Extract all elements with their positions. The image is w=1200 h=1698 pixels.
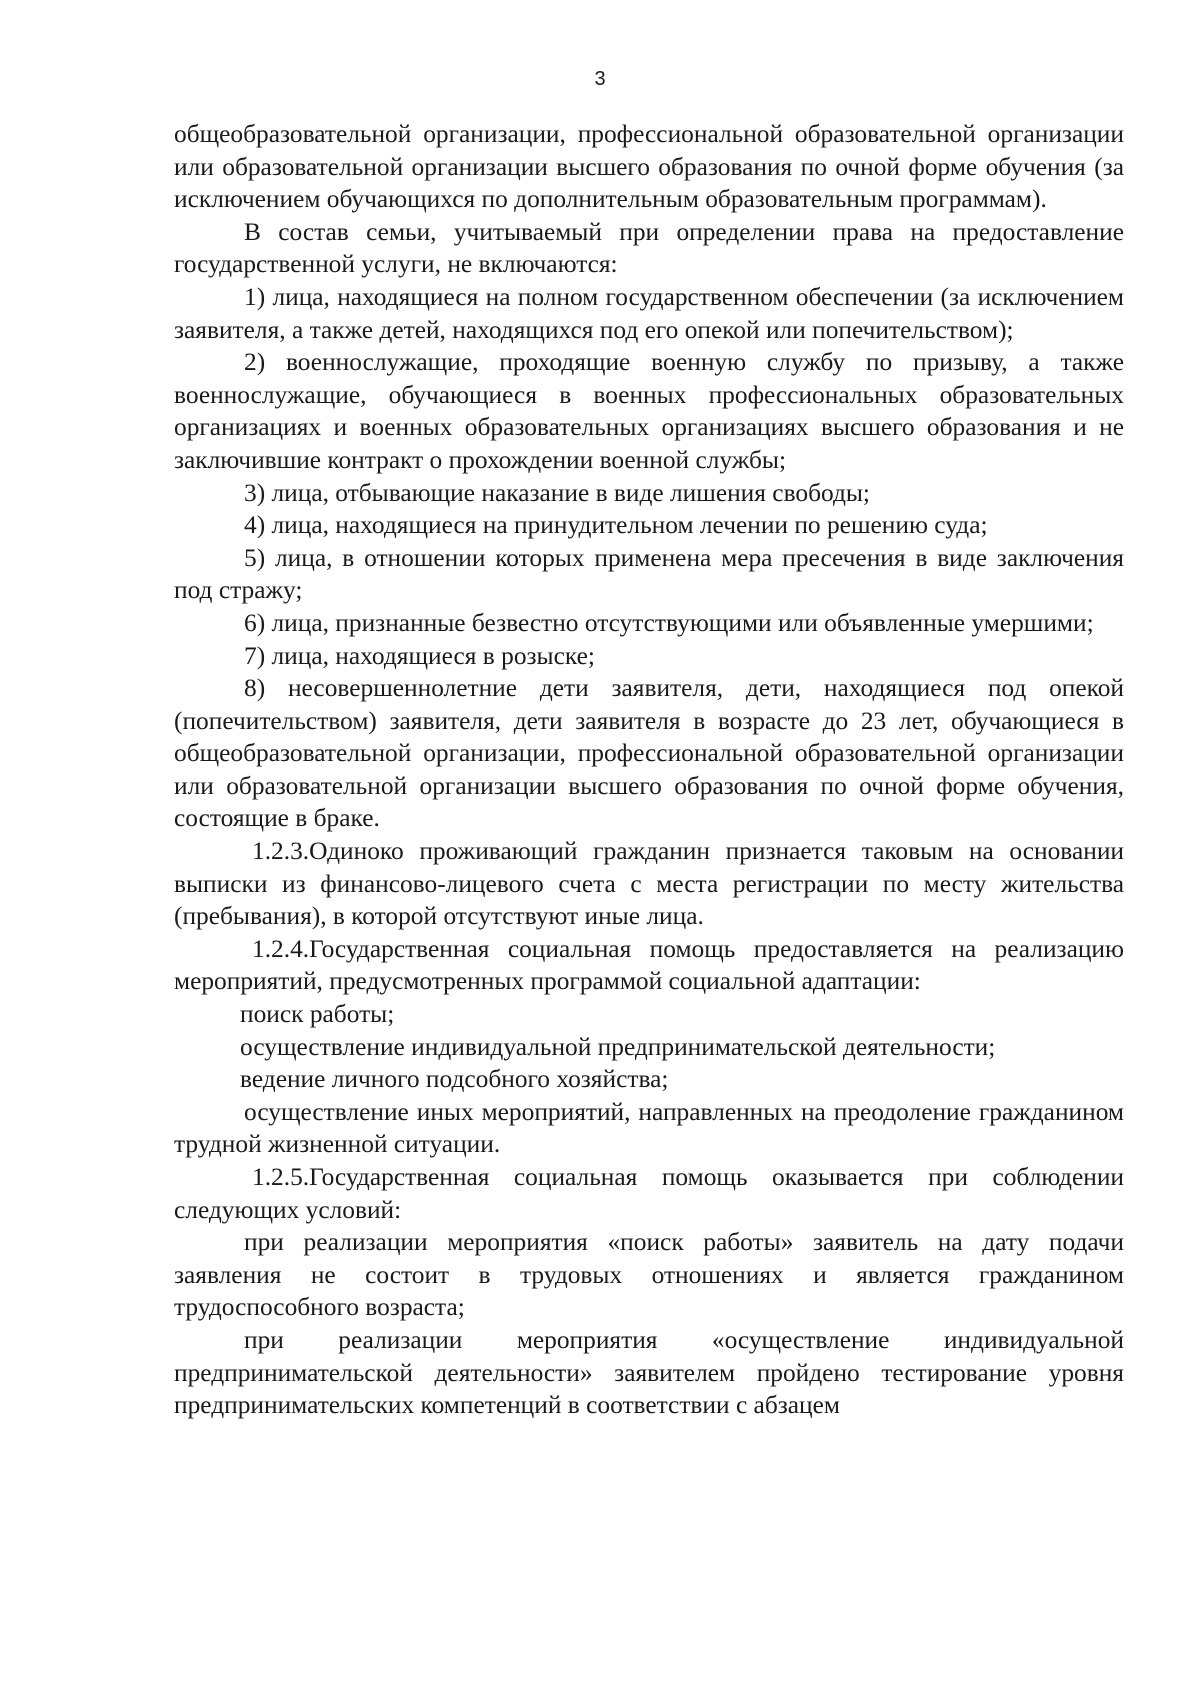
paragraph-continuation: общеобразовательной организации, профессиональной образовательной организации или образовательной организации высшего образования по очной форме обучения (за исключением обучающихся по дополнительным образовательным программам). [174,120,1124,214]
condition-job-search: при реализации мероприятия «поиск работы» заявитель на дату подачи заявления не состоит в трудовых отношениях и является гражданином трудоспособного возраста; [174,1228,1124,1322]
list-item-1: 1) лица, находящиеся на полном государственном обеспечении (за исключением заявителя, а также детей, находящихся под его опекой или попечительством); [174,282,1124,344]
paragraph-family-exclusions-intro: В состав семьи, учитываемый при определении права на предоставление государственной услуги, не включаются: [174,217,1124,279]
measure-other: осуществление иных мероприятий, направленных на преодоление гражданином трудной жизненной ситуации. [174,1097,1124,1159]
page-number: 3 [594,68,606,90]
list-item-8: 8) несовершеннолетние дети заявителя, дети, находящиеся под опекой (попечительством) заявителя, дети заявителя в возрасте до 23 лет, обучающиеся в общеобразовательной организации, профессиональной образовательной организации или образовательной организации высшего образования по очной форме обучения, состоящие в браке. [174,674,1124,833]
measure-job-search: поиск работы; [240,1000,395,1029]
list-item-2: 2) военнослужащие, проходящие военную службу по призыву, а также военнослужащие, обучающиеся в военных профессиональных образовательных организациях и военных образовательных организациях высшего образования и не заключившие контракт о прохождении военной службы; [174,348,1124,474]
condition-entrepreneurship: при реализации мероприятия «осуществление индивидуальной предпринимательской деятельности» заявителем пройдено тестирование уровня предпринимательских компетенций в соответствии с абзацем [174,1325,1124,1420]
list-item-6: 6) лица, признанные безвестно отсутствующими или объявленные умершими; [244,608,1094,637]
measure-household: ведение личного подсобного хозяйства; [240,1065,669,1094]
document-body [174,118,1124,1422]
list-item-4: 4) лица, находящиеся на принудительном лечении по решению суда; [244,511,988,540]
section-1-2-3: 1.2.3.Одиноко проживающий гражданин признается таковым на основании выписки из финансово-лицевого счета с места регистрации по месту жительства (пребывания), в которой отсутствуют иные лица. [174,837,1124,931]
section-1-2-4: 1.2.4.Государственная социальная помощь предоставляется на реализацию мероприятий, предусмотренных программой социальной адаптации: [174,934,1124,996]
list-item-7: 7) лица, находящиеся в розыске; [244,641,595,670]
measure-entrepreneurship: осуществление индивидуальной предпринимательской деятельности; [240,1032,996,1061]
list-item-3: 3) лица, отбывающие наказание в виде лишения свободы; [244,478,870,507]
list-item-5: 5) лица, в отношении которых применена мера пресечения в виде заключения под стражу; [174,543,1124,605]
section-1-2-5: 1.2.5.Государственная социальная помощь оказывается при соблюдении следующих условий: [174,1163,1124,1224]
